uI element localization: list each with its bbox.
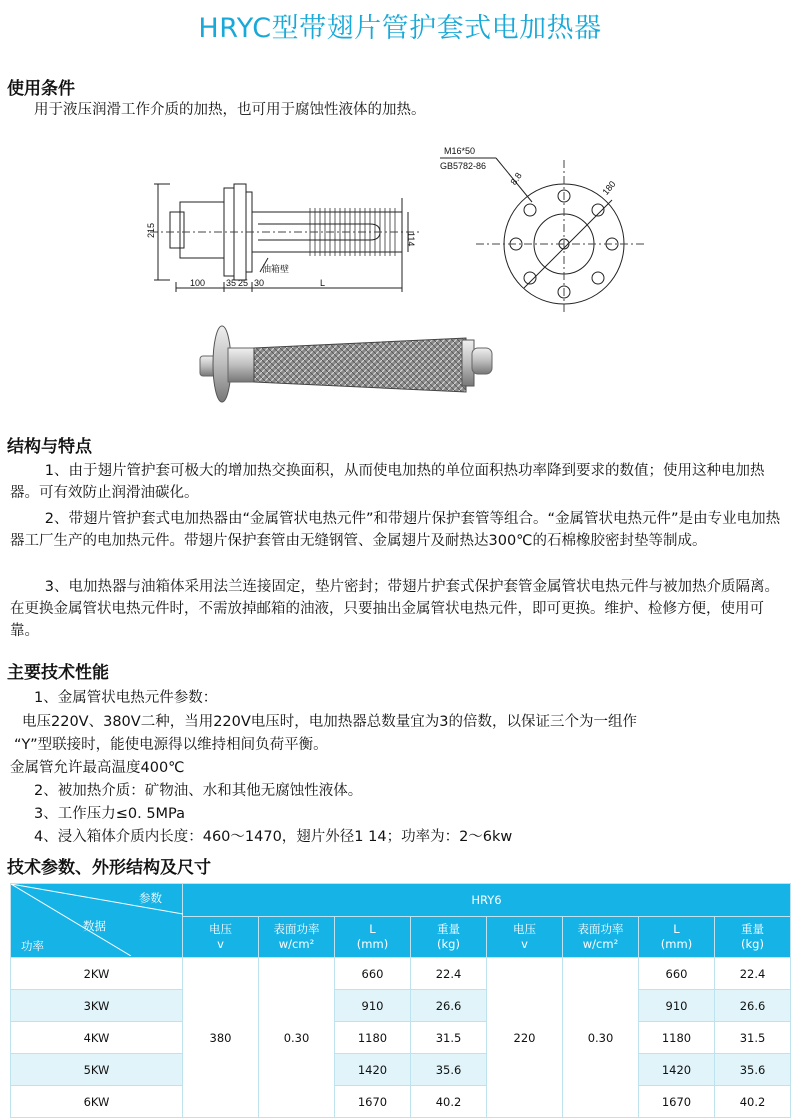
dim-215: 215 (146, 222, 156, 238)
corner-label-power: 功率 (21, 939, 44, 953)
weight-b-cell: 22.4 (715, 958, 791, 990)
power-cell: 5KW (11, 1054, 183, 1086)
params-heading: 技术参数、外形结构及尺寸 (7, 858, 211, 878)
dim-180: 180 (600, 178, 618, 197)
dim-8-8: 8.8 (508, 170, 524, 187)
spec-table (10, 883, 791, 1118)
power-cell: 4KW (11, 1022, 183, 1054)
usage-text: 用于液压润滑工作介质的加热，也可用于腐蚀性液体的加热。 (34, 102, 426, 118)
surface-a-cell: 0.30 (259, 958, 335, 1118)
length-a-cell: 1420 (335, 1054, 411, 1086)
table-row (11, 958, 791, 990)
length-b-cell: 1670 (639, 1086, 715, 1118)
weight-a-cell: 26.6 (411, 990, 487, 1022)
dim-35: 35 (226, 278, 237, 288)
dim-25: 25 (238, 278, 249, 288)
length-b-cell: 1180 (639, 1022, 715, 1054)
weight-a-cell: 22.4 (411, 958, 487, 990)
power-cell: 3KW (11, 990, 183, 1022)
weight-b-cell: 26.6 (715, 990, 791, 1022)
surface-b-cell: 0.30 (563, 958, 639, 1118)
performance-line-6: 3、工作压力≤0. 5MPa (34, 806, 186, 822)
dim-30: 30 (254, 278, 265, 288)
bolt-spec: M16*50 (444, 146, 476, 156)
voltage-a-cell: 380 (183, 958, 259, 1118)
performance-line-7: 4、浸入箱体介质内长度：460～1470，翅片外径1 14；功率为：2～6kw (34, 829, 513, 845)
voltage-b-cell: 220 (487, 958, 563, 1118)
table-row (11, 990, 791, 1022)
weight-b-cell: 31.5 (715, 1022, 791, 1054)
table-row (11, 1022, 791, 1054)
performance-line-3: “Y”型联接时，能使电源得以维持相间负荷平衡。 (14, 737, 328, 753)
col-header-length-a: L (mm) (335, 917, 411, 958)
length-a-cell: 1180 (335, 1022, 411, 1054)
weight-a-cell: 40.2 (411, 1086, 487, 1118)
oil-wall-label: 油箱壁 (262, 264, 290, 274)
col-header-weight-b: 重量 (kg) (715, 917, 791, 958)
performance-heading: 主要技术性能 (7, 663, 109, 683)
corner-label-params: 参数 (139, 891, 162, 905)
structure-p3: 3、电加热器与油箱体采用法兰连接固定，垫片密封；带翅片护套式保护套管金属管状电热元件与被加热介质隔离。在更换金属管状电热元件时，不需放掉邮箱的油液，只要抽出金属管状电热元件，即可更换。维护、检修方便，使用可靠。 (10, 579, 780, 639)
performance-line-5: 2、被加热介质：矿物油、水和其他无腐蚀性液体。 (34, 783, 363, 799)
weight-b-cell: 35.6 (715, 1054, 791, 1086)
power-cell: 2KW (11, 958, 183, 990)
structure-heading: 结构与特点 (7, 437, 92, 457)
dim-100: 100 (190, 278, 206, 288)
structure-p1: 1、由于翅片管护套可极大的增加热交换面积，从而使电加热的单位面积热功率降到要求的数值；使用这种电加热器。可有效防止润滑油碳化。 (10, 463, 765, 501)
corner-label-data: 数据 (83, 919, 106, 933)
performance-line-4: 金属管允许最高温度400℃ (10, 760, 185, 776)
table-corner-cell (11, 884, 183, 958)
dim-114: 114 (406, 232, 416, 247)
length-a-cell: 910 (335, 990, 411, 1022)
weight-a-cell: 35.6 (411, 1054, 487, 1086)
col-header-length-b: L (mm) (639, 917, 715, 958)
length-a-cell: 660 (335, 958, 411, 990)
side-view-drawing (140, 140, 420, 300)
heater-photo (196, 318, 496, 418)
length-b-cell: 1420 (639, 1054, 715, 1086)
col-header-weight-a: 重量 (kg) (411, 917, 487, 958)
col-header-voltage-b: 电压 v (487, 917, 563, 958)
length-b-cell: 910 (639, 990, 715, 1022)
length-a-cell: 1670 (335, 1086, 411, 1118)
col-header-voltage-a: 电压 v (183, 917, 259, 958)
model-header: HRY6 (183, 884, 791, 917)
performance-line-1: 1、金属管状电热元件参数： (34, 690, 218, 706)
table-row (11, 1054, 791, 1086)
performance-line-2: 电压220V、380V二种，当用220V电压时，电加热器总数量宜为3的倍数，以保证三个为一组作 (22, 714, 638, 730)
structure-p2: 2、带翅片管护套式电加热器由“金属管状电热元件”和带翅片保护套管等组合。“金属管状电热元件”是由专业电加热器工厂生产的电加热元件。带翅片保护套管由无缝钢管、金属翅片及耐热达300℃的石棉橡胶密封垫等制成。 (10, 511, 781, 549)
weight-b-cell: 40.2 (715, 1086, 791, 1118)
usage-heading: 使用条件 (7, 79, 75, 99)
col-header-surface-b: 表面功率 w/cm² (563, 917, 639, 958)
weight-a-cell: 31.5 (411, 1022, 487, 1054)
bolt-standard: GB5782-86 (440, 161, 487, 171)
power-cell: 6KW (11, 1086, 183, 1118)
col-header-surface-a: 表面功率 w/cm² (259, 917, 335, 958)
flange-view-drawing (436, 140, 656, 320)
page-title: HRYC型带翅片管护套式电加热器 (198, 13, 602, 44)
length-b-cell: 660 (639, 958, 715, 990)
dim-L: L (320, 278, 326, 288)
